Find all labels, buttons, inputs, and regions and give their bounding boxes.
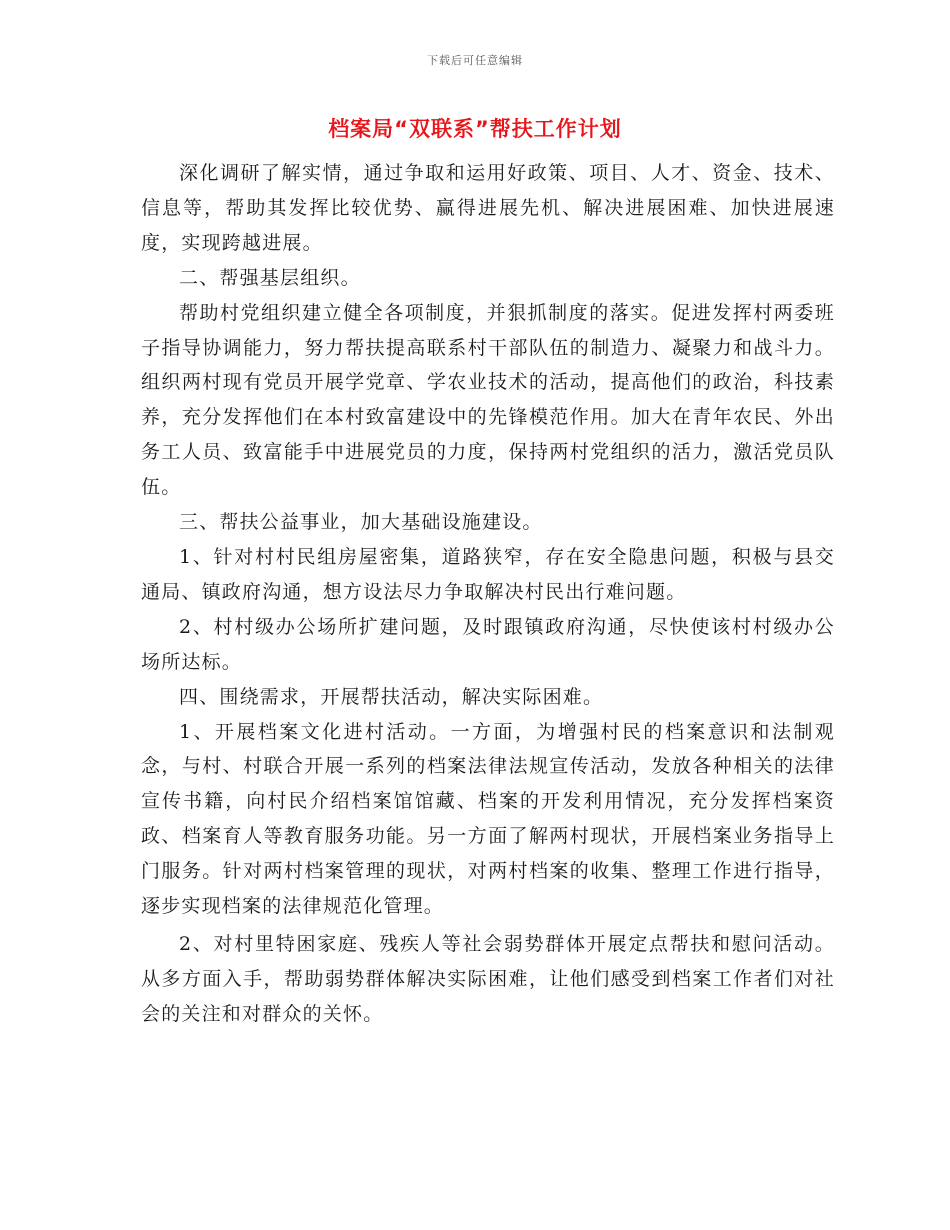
document-title: 档案局“双联系”帮扶工作计划 — [328, 117, 622, 141]
paragraph-intro: 深化调研了解实情，通过争取和运用好政策、项目、人才、资金、技术、信息等，帮助其发挥比较优势、赢得进展先机、解决进展困难、加快进展速度，实现跨越进展。 — [141, 162, 835, 254]
header-note: 下载后可任意编辑 — [427, 54, 523, 67]
section-heading-4: 四、围绕需求，开展帮扶活动，解决实际困难。 — [179, 685, 604, 708]
section-heading-2: 二、帮强基层组织。 — [179, 266, 361, 289]
document-body — [141, 156, 835, 1032]
section-heading-3: 三、帮扶公益事业，加大基础设施建设。 — [179, 511, 543, 534]
paragraph-item-3-1: 1、针对村村民组房屋密集，道路狭窄，存在安全隐患问题，积极与县交通局、镇政府沟通，想方设法尽力争取解决村民出行难问题。 — [141, 545, 835, 603]
paragraph-item-4-1: 1、开展档案文化进村活动。一方面，为增强村民的档案意识和法制观念，与村、村联合开展一系列的档案法律法规宣传活动，发放各种相关的法律宣传书籍，向村民介绍档案馆馆藏、档案的开发利用情况，充分发挥档案资政、档案育人等教育服务功能。另一方面了解两村现状，开展档案业务指导上门服务。针对两村档案管理的现状，对两村档案的收集、整理工作进行指导，逐步实现档案的法律规范化管理。 — [141, 720, 835, 918]
paragraph-item-4-2: 2、对村里特困家庭、残疾人等社会弱势群体开展定点帮扶和慰问活动。从多方面入手，帮助弱势群体解决实际困难，让他们感受到档案工作者们对社会的关注和对群众的关怀。 — [141, 932, 835, 1025]
paragraph-party-organization: 帮助村党组织建立健全各项制度，并狠抓制度的落实。促进发挥村两委班子指导协调能力，努力帮扶提高联系村干部队伍的制造力、凝聚力和战斗力。组织两村现有党员开展学党章、学农业技术的活动，提高他们的政治，科技素养，充分发挥他们在本村致富建设中的先锋模范作用。加大在青年农民、外出务工人员、致富能手中进展党员的力度，保持两村党组织的活力，激活党员队伍。 — [141, 301, 835, 499]
paragraph-item-3-2: 2、村村级办公场所扩建问题，及时跟镇政府沟通，尽快使该村村级办公场所达标。 — [141, 615, 835, 673]
